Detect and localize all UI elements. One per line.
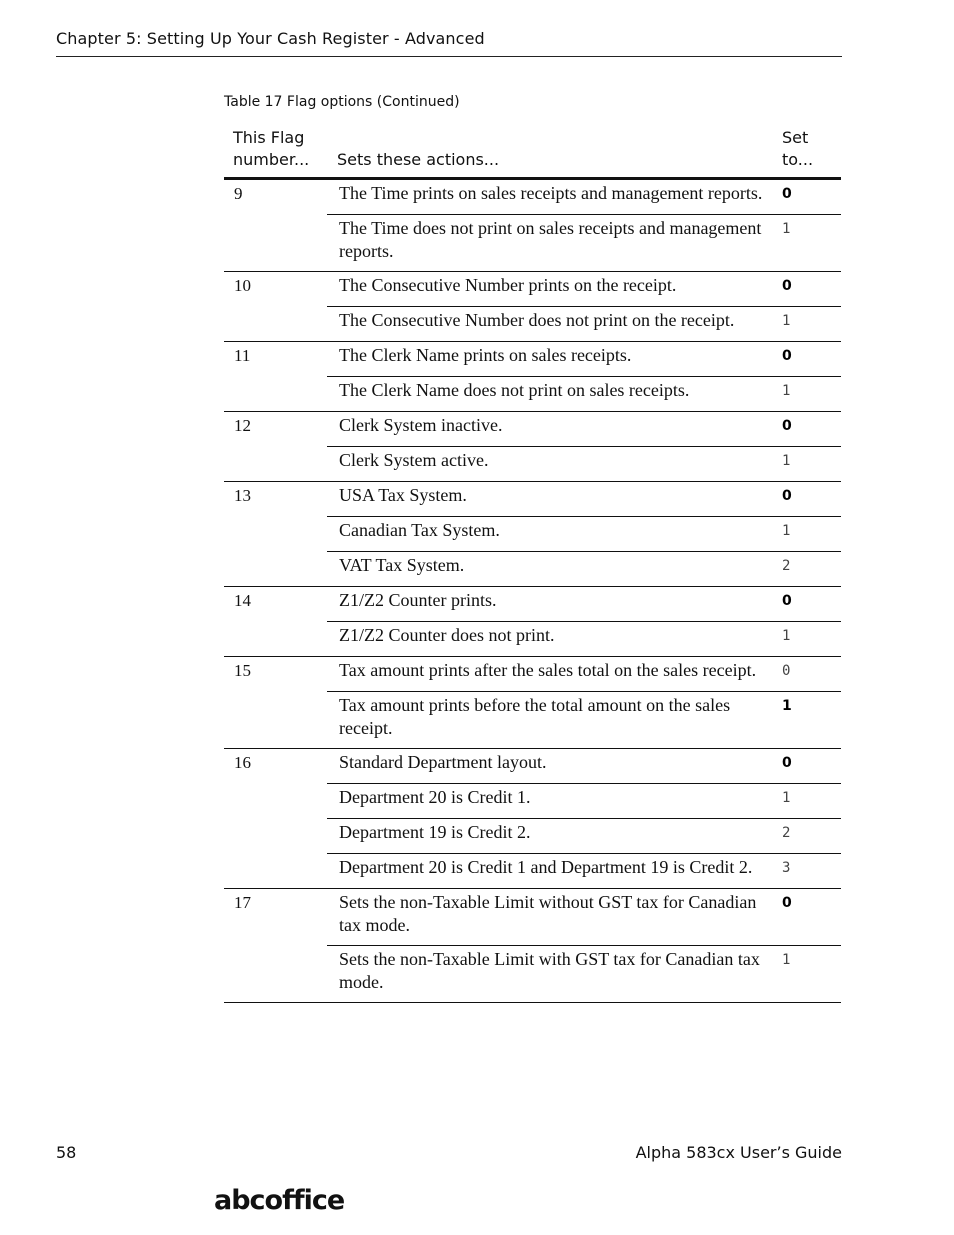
brand-logo: abcoffice [214, 1185, 345, 1216]
set-value-cell: 0 [782, 587, 841, 622]
set-value-cell: 1 [782, 784, 841, 819]
header-set-line2: to... [782, 150, 814, 169]
action-cell: The Time does not print on sales receipts and management reports. [327, 215, 782, 272]
flag-number-cell: 15 [224, 657, 327, 749]
set-value-cell: 1 [782, 307, 841, 342]
guide-title: Alpha 583cx User’s Guide [635, 1143, 842, 1162]
action-cell: The Time prints on sales receipts and management reports. [327, 179, 782, 215]
flag-number-cell: 9 [224, 179, 327, 272]
running-header: Chapter 5: Setting Up Your Cash Register - Advanced [56, 29, 485, 48]
set-value-cell: 3 [782, 854, 841, 889]
action-cell: The Consecutive Number does not print on the receipt. [327, 307, 782, 342]
set-value-cell: 0 [782, 179, 841, 215]
action-cell: Z1/Z2 Counter prints. [327, 587, 782, 622]
page-number: 58 [56, 1143, 77, 1162]
flag-options-table [224, 124, 841, 1003]
table-row [224, 749, 841, 784]
flag-number-cell: 12 [224, 412, 327, 482]
set-value-cell: 1 [782, 377, 841, 412]
header-flag-number [224, 124, 327, 179]
table-row [224, 272, 841, 307]
set-value-cell: 1 [782, 946, 841, 1003]
table-caption: Table 17 Flag options (Continued) [224, 94, 460, 110]
action-cell: Department 20 is Credit 1. [327, 784, 782, 819]
header-actions: Sets these actions... [327, 124, 782, 179]
set-value-cell: 0 [782, 412, 841, 447]
flag-number-cell: 16 [224, 749, 327, 889]
action-cell: Department 20 is Credit 1 and Department 19 is Credit 2. [327, 854, 782, 889]
table-row [224, 342, 841, 377]
set-value-cell: 1 [782, 447, 841, 482]
action-cell: Clerk System active. [327, 447, 782, 482]
table-row [224, 482, 841, 517]
set-value-cell: 0 [782, 657, 841, 692]
action-cell: Canadian Tax System. [327, 517, 782, 552]
table-row [224, 412, 841, 447]
header-flag-line1: This Flag [233, 128, 305, 147]
action-cell: The Consecutive Number prints on the receipt. [327, 272, 782, 307]
set-value-cell: 1 [782, 517, 841, 552]
table-row [224, 179, 841, 215]
flag-number-cell: 11 [224, 342, 327, 412]
action-cell: The Clerk Name does not print on sales receipts. [327, 377, 782, 412]
action-cell: Z1/Z2 Counter does not print. [327, 622, 782, 657]
flag-number-cell: 17 [224, 889, 327, 1003]
set-value-cell: 0 [782, 889, 841, 946]
action-cell: VAT Tax System. [327, 552, 782, 587]
set-value-cell: 2 [782, 819, 841, 854]
flag-number-cell: 13 [224, 482, 327, 587]
action-cell: Sets the non-Taxable Limit with GST tax for Canadian tax mode. [327, 946, 782, 1003]
table-row [224, 587, 841, 622]
set-value-cell: 0 [782, 272, 841, 307]
action-cell: USA Tax System. [327, 482, 782, 517]
set-value-cell: 1 [782, 215, 841, 272]
header-flag-line2: number... [233, 150, 310, 169]
action-cell: Department 19 is Credit 2. [327, 819, 782, 854]
set-value-cell: 2 [782, 552, 841, 587]
set-value-cell: 0 [782, 342, 841, 377]
set-value-cell: 0 [782, 482, 841, 517]
flag-number-cell: 14 [224, 587, 327, 657]
action-cell: Standard Department layout. [327, 749, 782, 784]
action-cell: Tax amount prints after the sales total on the sales receipt. [327, 657, 782, 692]
table-row [224, 657, 841, 692]
flag-number-cell: 10 [224, 272, 327, 342]
set-value-cell: 1 [782, 692, 841, 749]
set-value-cell: 1 [782, 622, 841, 657]
action-cell: Clerk System inactive. [327, 412, 782, 447]
header-rule [56, 56, 842, 57]
table-header-row [224, 124, 841, 179]
table-row [224, 889, 841, 946]
set-value-cell: 0 [782, 749, 841, 784]
table-body [224, 179, 841, 1003]
action-cell: The Clerk Name prints on sales receipts. [327, 342, 782, 377]
action-cell: Sets the non-Taxable Limit without GST tax for Canadian tax mode. [327, 889, 782, 946]
header-set-line1: Set [782, 128, 809, 147]
header-set-to [782, 124, 841, 179]
action-cell: Tax amount prints before the total amount on the sales receipt. [327, 692, 782, 749]
